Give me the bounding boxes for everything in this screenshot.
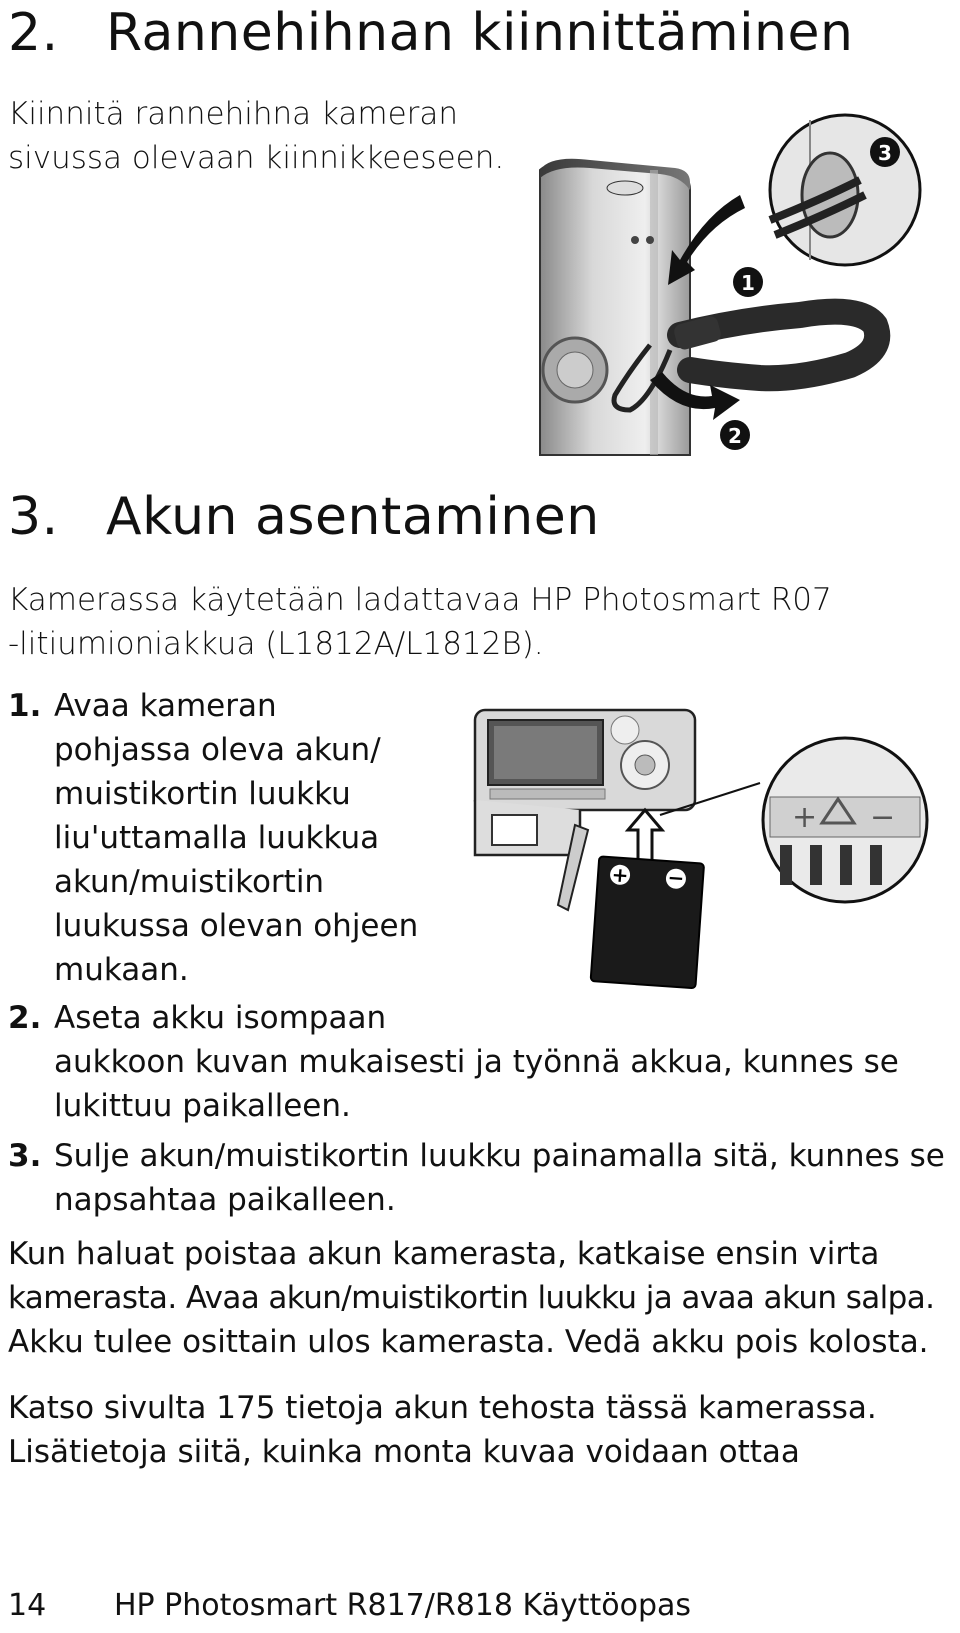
step-3-number: 3.	[8, 1138, 42, 1174]
step-line: pohjassa oleva akun/	[54, 732, 381, 768]
intro-line: Kamerassa käytetään ladattavaa HP Photosmart R07	[8, 582, 832, 618]
section-2-heading	[8, 2, 853, 64]
page-footer	[8, 1588, 691, 1623]
step-line: liu'uttamalla luukkua	[54, 820, 380, 856]
step-2-number: 2.	[8, 1000, 42, 1036]
step-line: luukussa olevan ohjeen	[54, 908, 419, 944]
step-line: napsahtaa paikalleen.	[54, 1182, 396, 1218]
battery	[591, 856, 704, 988]
book-title: HP Photosmart R817/R818 Käyttöopas	[114, 1588, 692, 1623]
wrist-strap-illustration	[530, 110, 930, 465]
contact-minus-sign: −	[870, 800, 896, 835]
step-line: Aseta akku isompaan	[54, 1000, 387, 1036]
zoom-inset	[770, 115, 920, 265]
battery-minus-sign: −	[666, 865, 686, 891]
page-number: 14	[8, 1588, 47, 1623]
battery-plus-sign: +	[610, 862, 630, 888]
battery-illustration	[470, 705, 930, 995]
step-line: akun/muistikortin	[54, 864, 325, 900]
section-2-title: Rannehihnan kiinnittäminen	[106, 3, 854, 63]
intro-line: -litiumioniakkua (L1812A/L1812B).	[8, 626, 544, 662]
section-3-intro	[8, 578, 832, 666]
contact-plus-sign: +	[792, 800, 818, 835]
intro-line: sivussa olevaan kiinnikkeeseen.	[8, 140, 505, 176]
paragraph-line: Kun haluat poistaa akun kamerasta, katkaise ensin virta	[8, 1236, 880, 1272]
insert-arrow-icon	[628, 810, 662, 865]
battery-removal-paragraph	[8, 1232, 934, 1364]
section-3-heading	[8, 486, 600, 548]
step-line: lukittuu paikalleen.	[54, 1088, 351, 1124]
callout-3: 3	[878, 141, 892, 165]
contacts-zoom-inset	[763, 738, 927, 902]
step-line: aukkoon kuvan mukaisesti ja työnnä akkua, kunnes se	[54, 1044, 899, 1080]
callout-2	[720, 420, 750, 450]
step-line: Avaa kameran	[54, 688, 277, 724]
paragraph-line: Lisätietoja siitä, kuinka monta kuvaa voidaan ottaa	[8, 1434, 800, 1470]
intro-line: Kiinnitä rannehihna kameran	[8, 96, 459, 132]
section-3-number: 3.	[8, 487, 59, 547]
step-line: Sulje akun/muistikortin luukku painamalla sitä, kunnes se	[54, 1138, 945, 1174]
camera-body	[540, 159, 690, 455]
paragraph-line: Katso sivulta 175 tietoja akun tehosta tässä kamerassa.	[8, 1390, 877, 1426]
step-1-number: 1.	[8, 688, 42, 724]
section-2-number: 2.	[8, 3, 59, 63]
step-3	[8, 1134, 945, 1222]
svg-text:2: 2	[728, 424, 742, 448]
section-3-title: Akun asentaminen	[106, 487, 600, 547]
step-line: mukaan.	[54, 952, 189, 988]
callout-1	[733, 267, 763, 297]
paragraph-line: Akku tulee osittain ulos kamerasta. Vedä akku pois kolosta.	[8, 1324, 929, 1360]
step-2	[8, 996, 899, 1128]
step-line: muistikortin luukku	[54, 776, 351, 812]
section-2-intro	[8, 92, 504, 180]
step-1	[8, 684, 418, 992]
svg-text:1: 1	[741, 271, 755, 295]
paragraph-line: kamerasta. Avaa akun/muistikortin luukku ja avaa akun salpa.	[8, 1280, 935, 1316]
battery-info-paragraph	[8, 1386, 877, 1474]
